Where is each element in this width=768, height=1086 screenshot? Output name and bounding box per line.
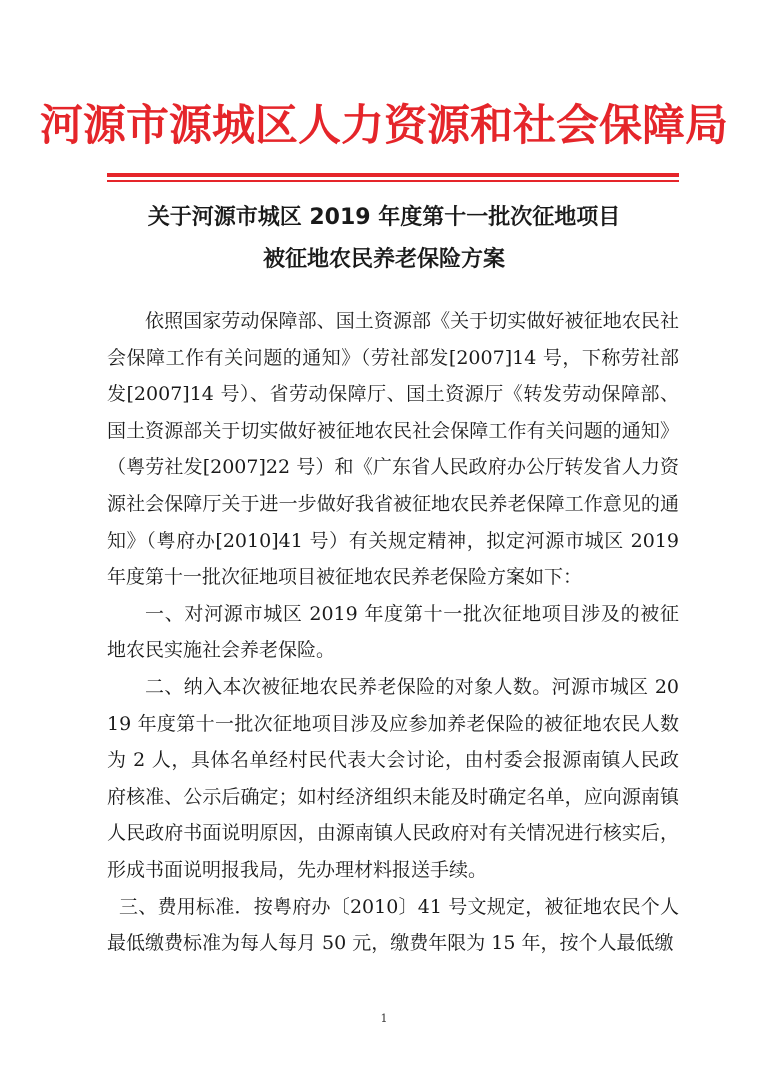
paragraph-item-3: 三、费用标准．按粤府办〔2010〕41 号文规定，被征地农民个人最低缴费标准为每人每月 50 元，缴费年限为 15 年，按个人最低缴: [107, 895, 679, 955]
page-number: 1: [380, 1012, 388, 1025]
letterhead-title: 河源市源城区人力资源和社会保障局: [40, 101, 728, 151]
paragraph-item-1: 一、对河源市城区 2019 年度第十一批次征地项目涉及的被征地农民实施社会养老保险。: [107, 602, 679, 662]
paragraph-preamble: 依照国家劳动保障部、国土资源部《关于切实做好被征地农民社会保障工作有关问题的通知》（劳社部发[2007]14 号，下称劳社部发[2007]14 号）、省劳动保障厅、国土资源厅《转发劳动保障部、国土资源部关于切实做好被征地农民社会保障工作有关问题的通知》（粤劳社发[2007]22 号）和《广东省人民政府办公厅转发省人力资源社会保障厅关于进一步做好我省被征地农民养老保障工作意见的通知》（粤府办[2010]41 号）有关规定精神，拟定河源市城区 2019 年度第十一批次征地项目被征地农民养老保险方案如下：: [107, 310, 679, 589]
letterhead-rule-thick: [107, 173, 679, 177]
document-body: [107, 303, 679, 962]
letterhead-rule-thin: [107, 180, 679, 182]
document-title-line-2: 被征地农民养老保险方案: [262, 247, 505, 272]
document-title-line-1: 关于河源市城区 2019 年度第十一批次征地项目: [147, 205, 621, 230]
paragraph-item-2: 二、纳入本次被征地农民养老保险的对象人数。河源市城区 2019 年度第十一批次征地项目涉及应参加养老保险的被征地农民人数为 2 人，具体名单经村民代表大会讨论，由村委会报源南镇人民政府核准、公示后确定；如村经济组织未能及时确定名单，应向源南镇人民政府书面说明原因，由源南镇人民政府对有关情况进行核实后，形成书面说明报我局，先办理材料报送手续。: [107, 675, 679, 881]
